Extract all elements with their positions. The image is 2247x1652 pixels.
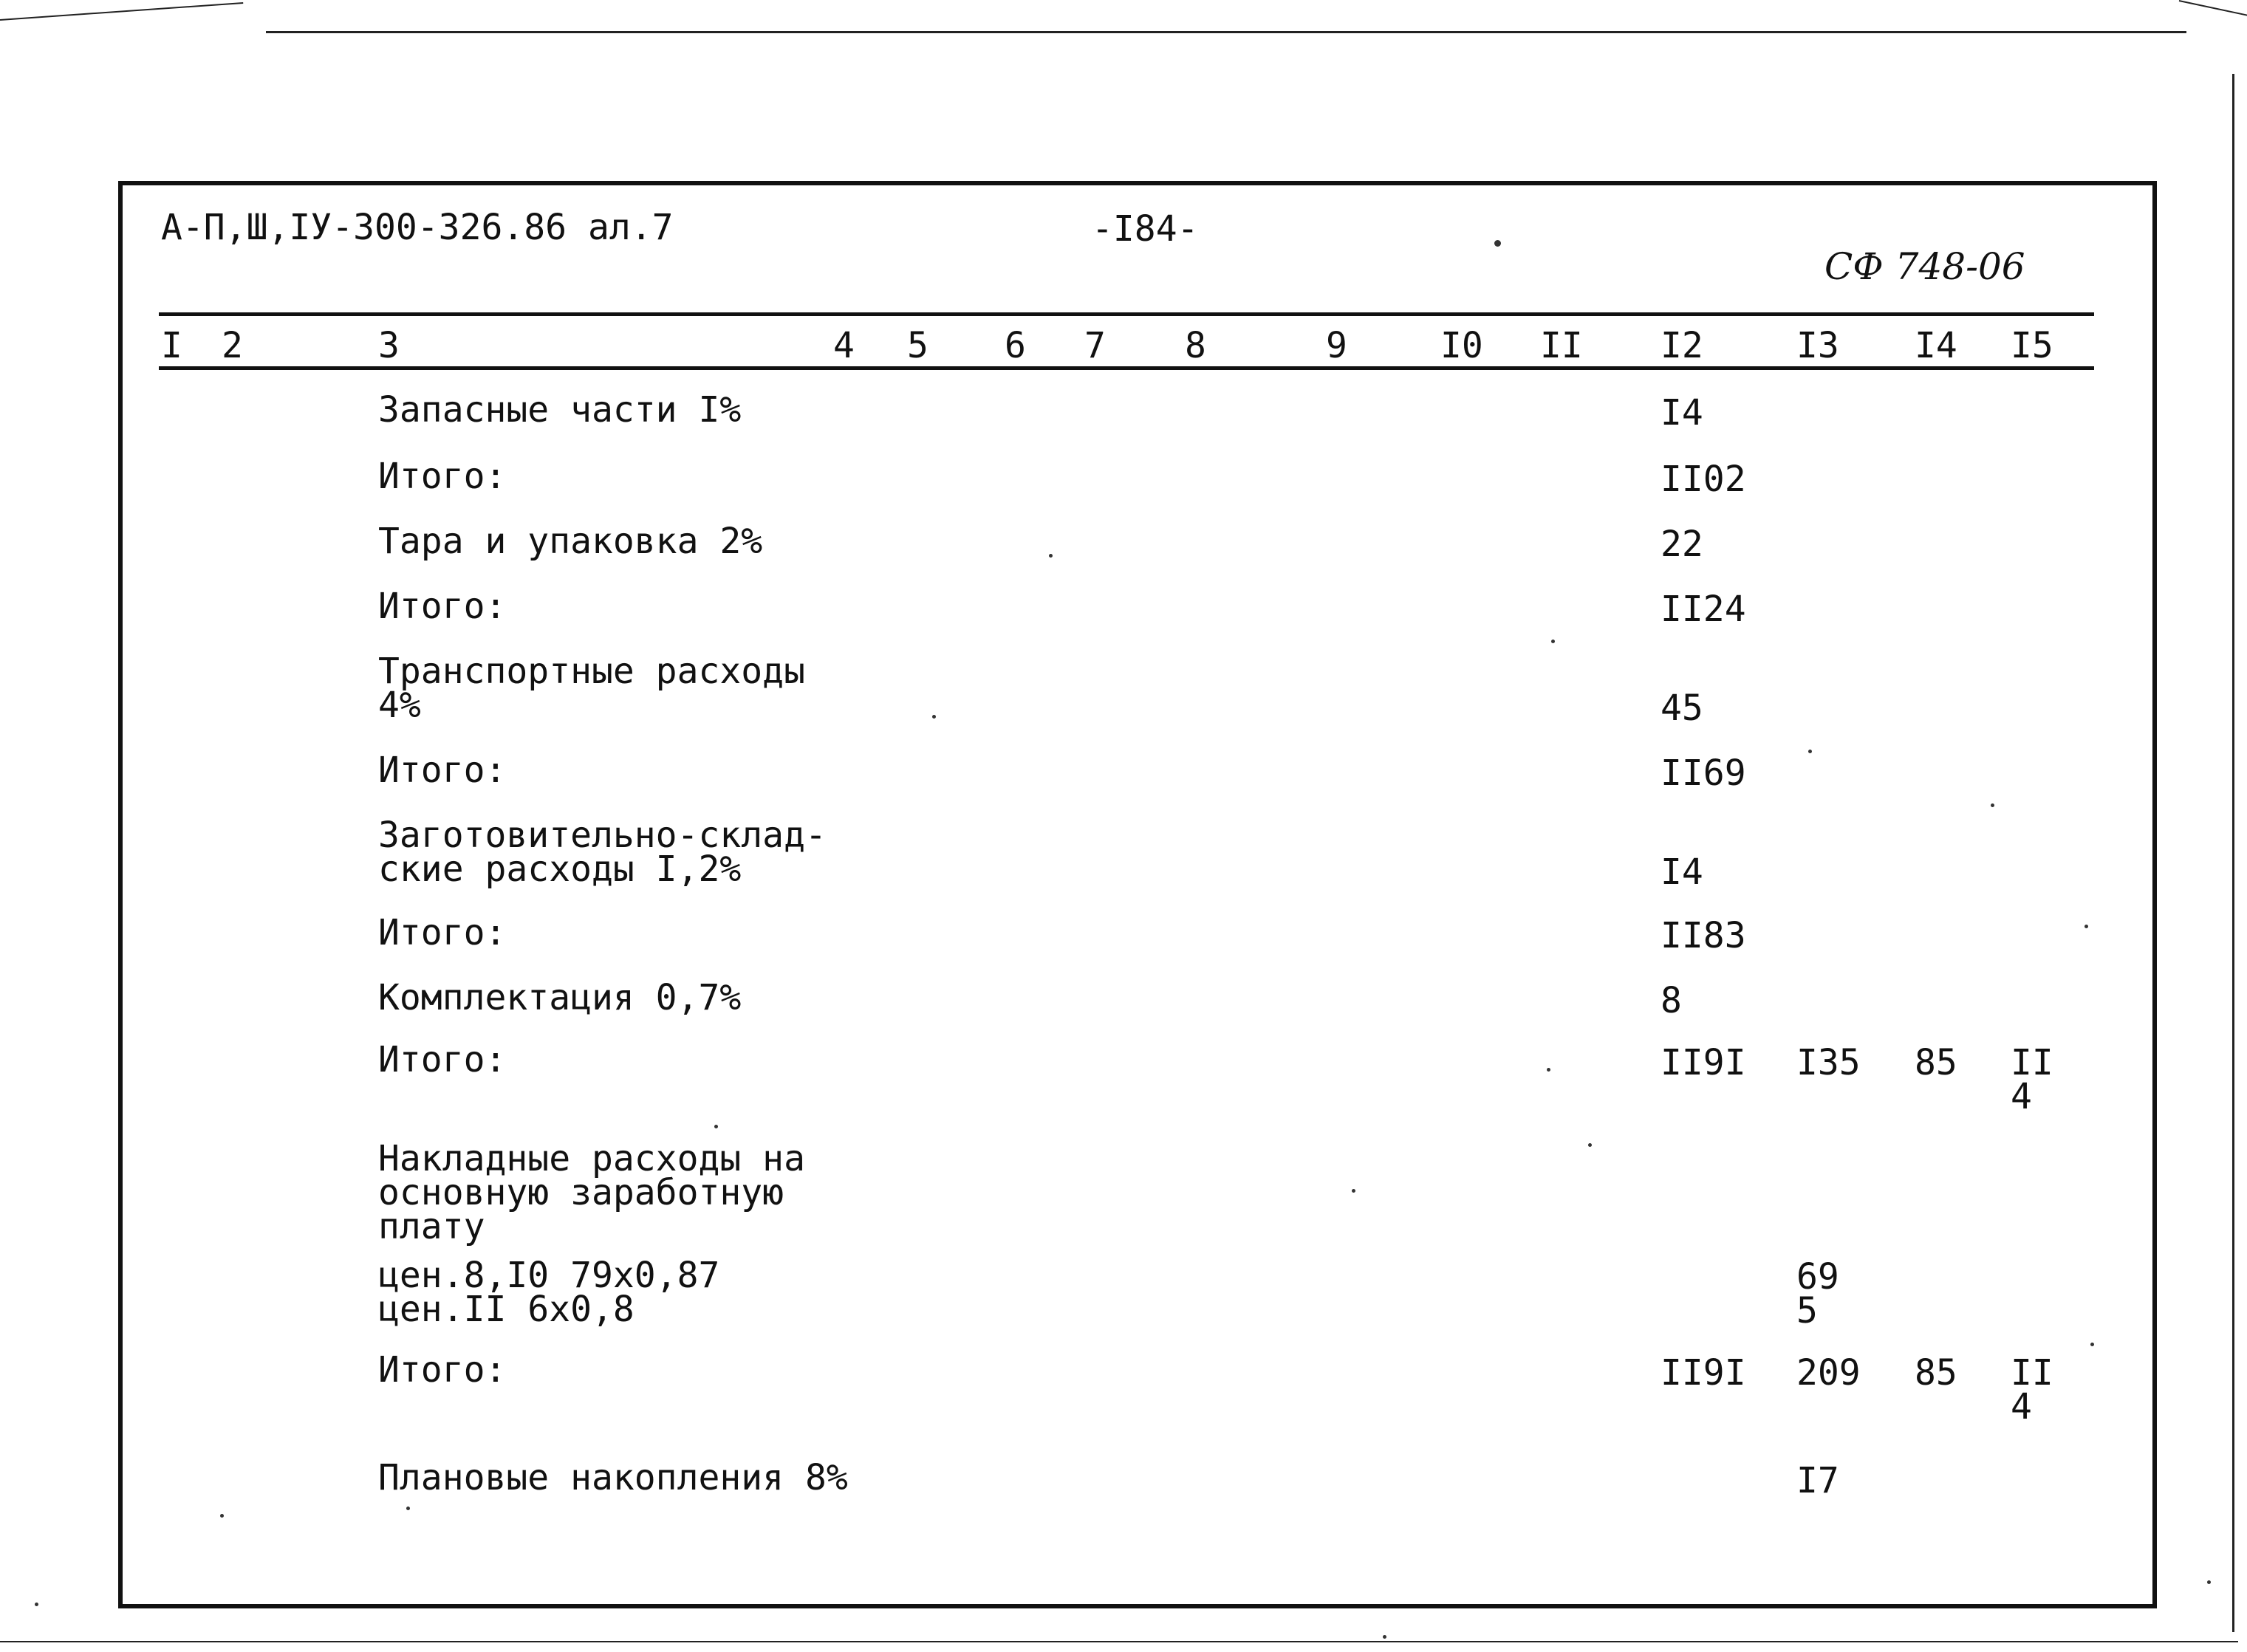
document-code: А-П,Ш,IУ-300-326.86 ал.7 (161, 207, 674, 248)
row-description-line: Итого: (378, 912, 507, 953)
cell-col12-line: I4 (1661, 392, 1703, 433)
speck (1049, 554, 1053, 558)
scan-edge-line-right (2232, 74, 2234, 1632)
column-number: I5 (2011, 325, 2053, 366)
cell-col12-line: II69 (1661, 753, 1746, 794)
row-description-line: Комплектация 0,7% (378, 977, 742, 1018)
speck (2084, 925, 2088, 928)
row-description-line: Итого: (378, 750, 507, 791)
cell-col12-line: II9I (1661, 1352, 1746, 1394)
column-number: I4 (1915, 325, 1957, 366)
cell-col12 (1661, 392, 1703, 433)
row-description (378, 456, 507, 497)
row-description (378, 1349, 507, 1391)
row-description-line: Запасные части I% (378, 389, 742, 431)
row-description (378, 586, 507, 627)
cell-col13 (1796, 1256, 1839, 1331)
cell-col14 (1915, 1042, 1957, 1083)
cell-col12 (1661, 524, 1703, 565)
cell-col15-line: II (2011, 1042, 2053, 1083)
scan-edge-line-topleft (0, 2, 243, 21)
row-description (378, 977, 742, 1018)
row-description-line: ские расходы I,2% (378, 849, 742, 890)
speck (1991, 803, 1994, 807)
row-description (378, 912, 507, 953)
cell-col15 (2011, 1352, 2053, 1427)
column-number: 7 (1084, 325, 1106, 366)
row-description (378, 1138, 805, 1247)
cell-col12 (1661, 688, 1703, 729)
column-number: 3 (378, 325, 400, 366)
row-description-line: Плановые накопления 8% (378, 1457, 848, 1498)
column-number: I3 (1796, 325, 1839, 366)
cell-col13 (1796, 1352, 1861, 1394)
speck (1547, 1068, 1550, 1072)
cell-col14-line: 85 (1915, 1042, 1957, 1083)
row-description (378, 815, 827, 890)
scan-edge-line-top (266, 31, 2186, 33)
row-description-line: Итого: (378, 456, 507, 497)
column-number: 9 (1326, 325, 1347, 366)
speck (1352, 1189, 1355, 1193)
column-header-bottom-rule (159, 366, 2094, 370)
cell-col12-line: II83 (1661, 915, 1746, 956)
row-description-line: цен.8,I0 79x0,87 (378, 1255, 720, 1296)
row-description-line: Заготовительно-склад- (378, 815, 827, 856)
row-description (378, 1039, 507, 1080)
cell-col14-line: 85 (1915, 1352, 1957, 1394)
row-description-line: плату (378, 1206, 485, 1247)
row-description (378, 389, 742, 431)
speck (406, 1507, 410, 1510)
cell-col13-line: 69 (1796, 1256, 1839, 1298)
row-description (378, 521, 763, 562)
speck (1551, 640, 1555, 643)
cell-col14 (1915, 1352, 1957, 1394)
cell-col12 (1661, 980, 1682, 1021)
row-description-line: Итого: (378, 1039, 507, 1080)
row-description (378, 651, 805, 726)
cell-col15-line: II (2011, 1352, 2053, 1394)
cell-col12 (1661, 1352, 1746, 1394)
cell-col12-line: 45 (1661, 688, 1703, 729)
cell-col12 (1661, 851, 1703, 893)
column-number: I2 (1661, 325, 1703, 366)
cell-col13-line: I35 (1796, 1042, 1861, 1083)
cell-col12 (1661, 753, 1746, 794)
column-number: I (161, 325, 182, 366)
row-description (378, 750, 507, 791)
cell-col12-line: II24 (1661, 589, 1746, 630)
cell-col12-line: II9I (1661, 1042, 1746, 1083)
row-description-line: цен.II 6x0,8 (378, 1289, 635, 1330)
column-number: II (1540, 325, 1583, 366)
speck (1383, 1635, 1386, 1639)
cell-col13-line: 209 (1796, 1352, 1861, 1394)
speck (932, 715, 936, 719)
column-number: 4 (833, 325, 855, 366)
cell-col13 (1796, 1460, 1839, 1501)
cell-col15 (2011, 1042, 2053, 1117)
cell-col12-line: I4 (1661, 851, 1703, 893)
speck (35, 1603, 38, 1606)
cell-col12 (1661, 915, 1746, 956)
scan-edge-line-bottom (0, 1641, 2238, 1642)
cell-col13-line: 5 (1796, 1290, 1818, 1331)
row-description-line: Накладные расходы на (378, 1138, 805, 1179)
row-description-line: Итого: (378, 586, 507, 627)
column-number: 2 (222, 325, 243, 366)
cell-col12-line: 22 (1661, 524, 1703, 565)
row-description-line: Тара и упаковка 2% (378, 521, 763, 562)
handwritten-stamp: СФ 748-06 (1824, 245, 2025, 288)
cell-col12 (1661, 589, 1746, 630)
row-description (378, 1457, 848, 1498)
column-header-top-rule (159, 312, 2094, 316)
cell-col15-line: 4 (2011, 1386, 2032, 1427)
column-number: 6 (1005, 325, 1026, 366)
cell-col12 (1661, 1042, 1746, 1083)
cell-col15-line: 4 (2011, 1076, 2032, 1117)
speck (714, 1125, 718, 1128)
speck (1808, 750, 1812, 753)
cell-col13-line: I7 (1796, 1460, 1839, 1501)
row-description-line: Транспортные расходы (378, 651, 805, 692)
speck (220, 1514, 224, 1518)
row-description (378, 1255, 720, 1330)
scan-edge-line-topright (2179, 0, 2247, 17)
speck (1494, 240, 1501, 247)
cell-col12-line: 8 (1661, 980, 1682, 1021)
row-description-line: Итого: (378, 1349, 507, 1391)
speck (1588, 1143, 1592, 1147)
page-number: -I84- (1092, 208, 1199, 250)
cell-col12-line: II02 (1661, 459, 1746, 500)
column-number: I0 (1440, 325, 1483, 366)
row-description-line: основную заработную (378, 1172, 784, 1213)
speck (2207, 1580, 2211, 1584)
speck (2090, 1343, 2094, 1346)
column-number: 5 (907, 325, 928, 366)
column-number: 8 (1185, 325, 1206, 366)
row-description-line: 4% (378, 685, 421, 726)
cell-col13 (1796, 1042, 1861, 1083)
cell-col12 (1661, 459, 1746, 500)
